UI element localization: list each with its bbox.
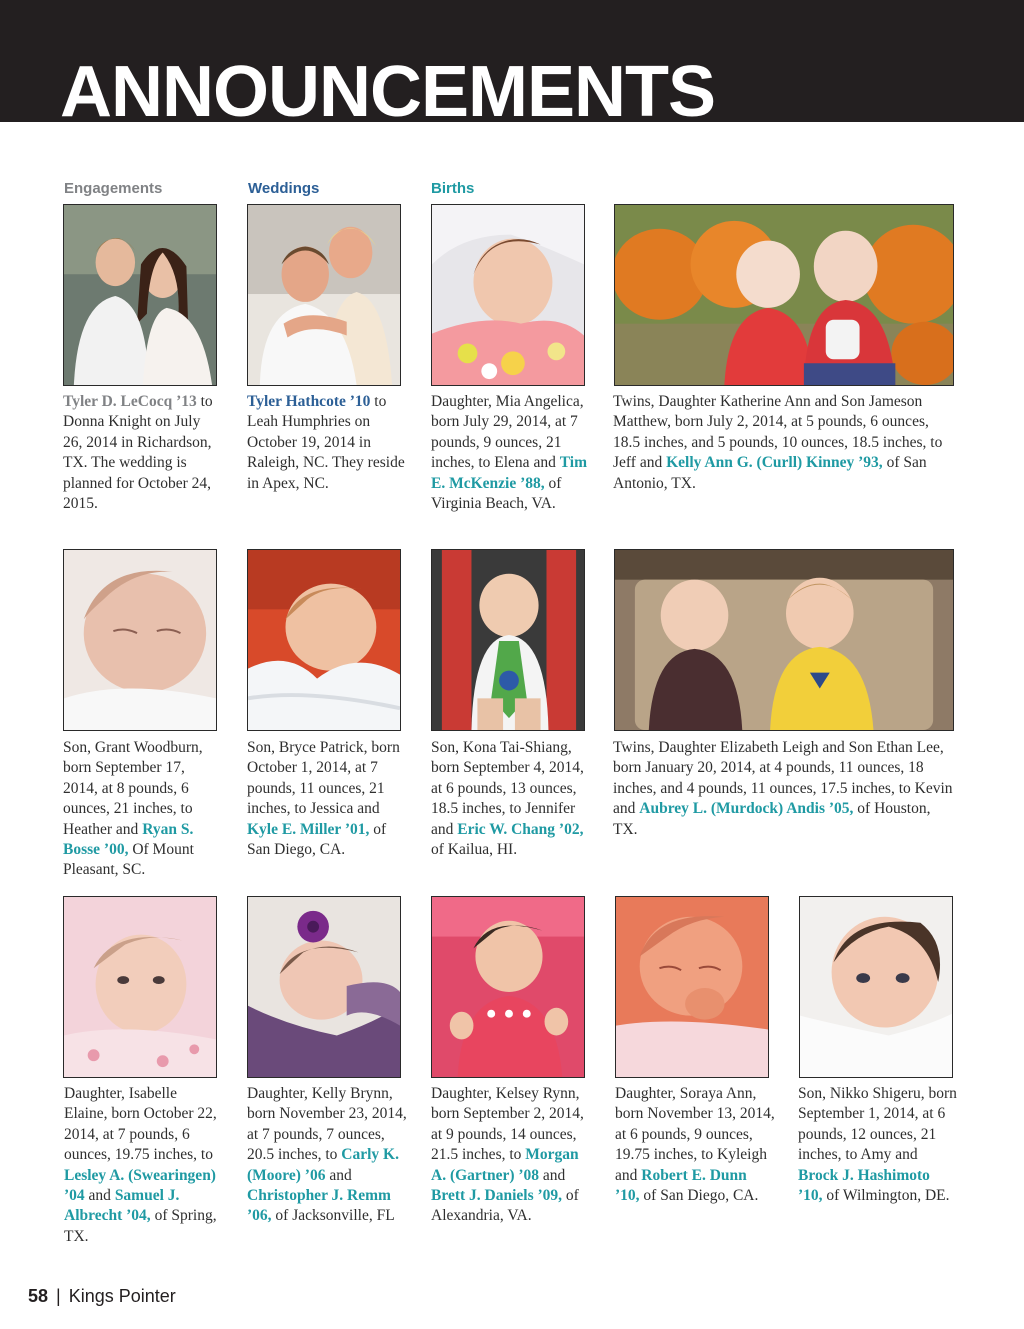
birth-text: of San Diego, CA.: [639, 1187, 759, 1205]
alumni-name: Ryan S. Bosse ’00,: [63, 820, 194, 859]
birth-text: of Virginia Beach, VA.: [431, 474, 562, 513]
birth-text: and: [84, 1187, 115, 1205]
birth-photo-mia: [431, 204, 585, 386]
alumni-name: Aubrey L. (Murdock) Andis ’05,: [639, 800, 854, 818]
birth-text: of San Diego, CA.: [247, 820, 387, 859]
birth-text: Son, Kona Tai-Shiang, born September 4, 2014, at 6 pounds, 13 ounces, 18.5 inches, to Jennifer and: [431, 739, 584, 838]
engagement-text: to Donna Knight on July 26, 2014 in Richardson, TX. The wedding is planned for October 24, 2015.: [63, 393, 213, 513]
birth-text: of Spring, TX.: [64, 1207, 217, 1245]
birth-text: of San Antonio, TX.: [613, 454, 927, 492]
birth-text: of Kailua, HI.: [431, 841, 518, 859]
alumni-name: Morgan A. (Gartner) ’08: [431, 1146, 579, 1184]
alumni-name: Carly K. (Moore) ’06: [247, 1146, 399, 1184]
birth-text: Daughter, Kelsey Rynn, born September 2, 2014, at 9 pounds, 14 ounces, 21.5 inches, to: [431, 1085, 584, 1164]
footer-separator: |: [56, 1286, 61, 1306]
birth-caption-11: [798, 1084, 958, 1206]
birth-caption-1: [431, 392, 591, 514]
birth-caption-4: [247, 738, 407, 860]
birth-text: Daughter, Mia Angelica, born July 29, 2014, at 7 pounds, 9 ounces, 21 inches, to Elena and: [431, 393, 584, 472]
alumni-name: Brett J. Daniels ’09,: [431, 1187, 563, 1205]
birth-text: Twins, Daughter Elizabeth Leigh and Son Ethan Lee, born January 20, 2014, at 4 pounds, 11 ounces, 18 inches, and 4 pounds, 11 ounces, 17.5 inches, to Kevin and: [613, 739, 953, 818]
alumni-name: Samuel J. Albrecht ’04,: [64, 1187, 180, 1225]
birth-text: Daughter, Soraya Ann, born November 13, 2014, at 6 pounds, 9 ounces, 19.75 inches, to Kyleigh and: [615, 1085, 775, 1184]
engagement-photo: [63, 204, 217, 386]
alumni-name: Lesley A. (Swearingen) ’04: [64, 1166, 216, 1205]
alumni-name: Tim E. McKenzie ’88,: [431, 454, 587, 492]
birth-text: of Alexandria, VA.: [431, 1187, 579, 1225]
birth-caption-2: [613, 392, 953, 494]
alumni-name: Robert E. Dunn ’10,: [615, 1166, 747, 1205]
page-number: 58: [28, 1286, 49, 1306]
birth-text: Son, Grant Woodburn, born September 17, 2014, at 8 pounds, 6 ounces, 21 inches, to Heather and: [63, 739, 203, 838]
header-banner: [0, 0, 1024, 122]
births-heading: Births: [431, 180, 475, 197]
birth-photo-andis-twins: [614, 549, 954, 731]
birth-text: and: [325, 1166, 352, 1184]
birth-caption-10: [615, 1084, 775, 1206]
page-title: ANNOUNCEMENTS: [60, 52, 716, 122]
birth-photo-isabelle: [63, 896, 217, 1078]
birth-text: Son, Nikko Shigeru, born September 1, 2014, at 6 pounds, 12 ounces, 21 inches, to Amy and: [798, 1085, 957, 1164]
wedding-name: Tyler Hathcote ’10: [247, 393, 371, 410]
wedding-text: to Leah Humphries on October 19, 2014 in Raleigh, NC. They reside in Apex, NC.: [247, 393, 405, 492]
birth-caption-5: [431, 738, 591, 860]
alumni-name: Brock J. Hashimoto ’10,: [798, 1166, 930, 1205]
birth-photo-grant: [63, 549, 217, 731]
birth-text: Daughter, Isabelle Elaine, born October 22, 2014, at 7 pounds, 6 ounces, 19.75 inches, to: [64, 1085, 217, 1164]
birth-caption-6: [613, 738, 953, 840]
weddings-heading: Weddings: [248, 180, 320, 197]
alumni-name: Kyle E. Miller ’01,: [247, 820, 370, 838]
birth-photo-kona: [431, 549, 585, 731]
birth-photo-nikko: [799, 896, 953, 1078]
birth-photo-kelly: [247, 896, 401, 1078]
page-footer: [28, 1286, 176, 1307]
engagement-caption: [63, 392, 223, 514]
alumni-name: Eric W. Chang ’02,: [457, 820, 584, 838]
birth-photo-bryce: [247, 549, 401, 731]
alumni-name: Christopher J. Remm ’06,: [247, 1187, 391, 1225]
birth-photo-soraya: [615, 896, 769, 1078]
birth-caption-9: [431, 1084, 591, 1227]
publication-name: Kings Pointer: [68, 1286, 176, 1306]
alumni-name: Kelly Ann G. (Curll) Kinney ’93,: [666, 454, 883, 472]
engagement-name: Tyler D. LeCocq ’13: [63, 393, 197, 410]
birth-caption-3: [63, 738, 223, 881]
birth-caption-7: [64, 1084, 224, 1247]
birth-text: of Houston, TX.: [613, 800, 931, 838]
birth-photo-kelsey: [431, 896, 585, 1078]
birth-text: of Jacksonville, FL: [271, 1207, 395, 1225]
birth-caption-8: [247, 1084, 407, 1227]
birth-photo-kinney-twins: [614, 204, 954, 386]
wedding-caption: [247, 392, 407, 494]
engagements-heading: Engagements: [64, 180, 163, 197]
birth-text: Son, Bryce Patrick, born October 1, 2014, at 7 pounds, 11 ounces, 21 inches, to Jessica and: [247, 739, 400, 818]
birth-text: and: [539, 1166, 566, 1184]
birth-text: Of Mount Pleasant, SC.: [63, 841, 194, 879]
birth-text: Daughter, Kelly Brynn, born November 23, 2014, at 7 pounds, 7 ounces, 20.5 inches, to: [247, 1085, 407, 1164]
birth-text: of Wilmington, DE.: [822, 1187, 950, 1205]
wedding-photo: [247, 204, 401, 386]
birth-text: Twins, Daughter Katherine Ann and Son Jameson Matthew, born July 2, 2014, at 5 pounds, 6 ounces, 18.5 inches, and 5 pounds, 10 ounces, 18.5 inches, to Jeff and: [613, 393, 943, 472]
